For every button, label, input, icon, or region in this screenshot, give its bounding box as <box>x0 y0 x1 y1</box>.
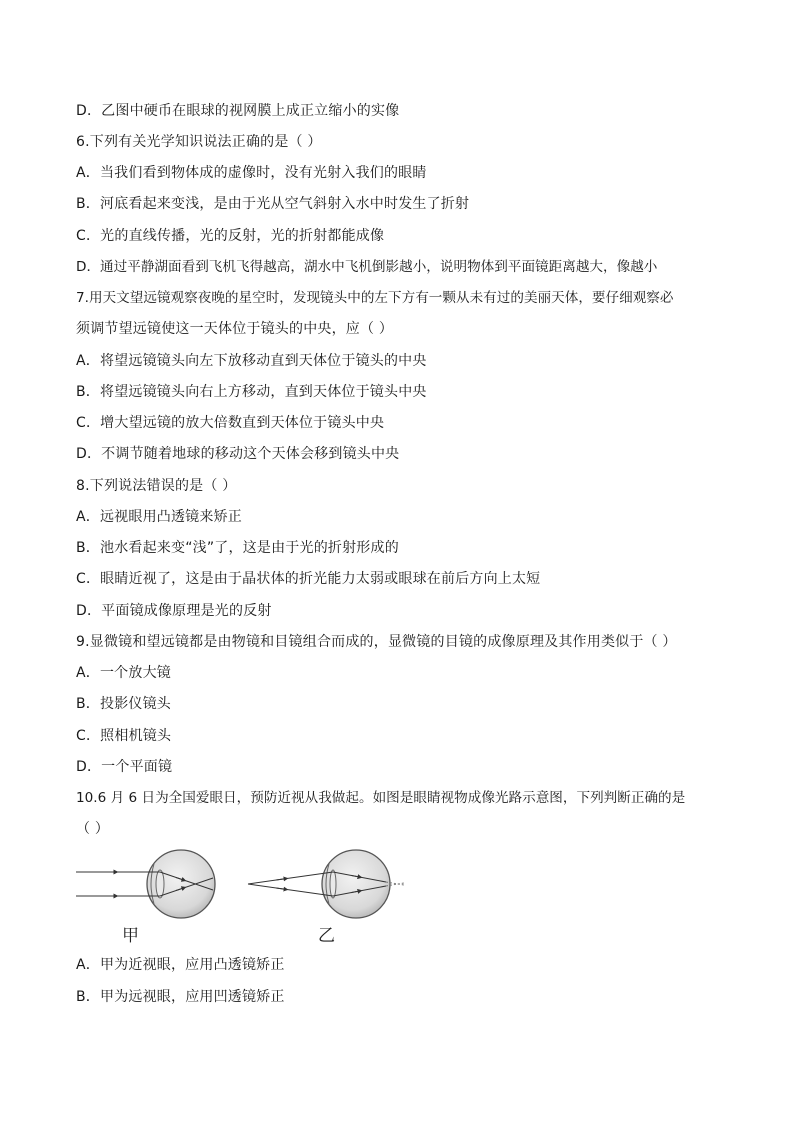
q8-option-a: A．远视眼用凸透镜来矫正 <box>76 509 242 525</box>
q5-option-d: D．乙图中硬币在眼球的视网膜上成正立缩小的实像 <box>76 103 400 119</box>
q7-option-b: B．将望远镜镜头向右上方移动，直到天体位于镜头中央 <box>76 384 427 400</box>
q7-stem-line2: 须调节望远镜使这一天体位于镜头的中央，应（ ） <box>76 321 394 337</box>
figure-label-right: 乙 <box>318 926 335 946</box>
q7-stem-line1: 7.用天文望远镜观察夜晚的星空时，发现镜头中的左下方有一颗从未有过的美丽天体，要仔细观察必 <box>76 290 674 306</box>
figure-label-left: 甲 <box>122 926 139 946</box>
q8-stem: 8.下列说法错误的是（ ） <box>76 478 237 494</box>
q10-stem-line2: （ ） <box>76 821 110 837</box>
eye-right <box>248 850 404 918</box>
eye-left <box>76 850 215 918</box>
eye-diagram-figure <box>76 846 416 946</box>
q9-stem: 9.显微镜和望远镜都是由物镜和目镜组合而成的，显微镜的目镜的成像原理及其作用类似于（ ） <box>76 634 677 650</box>
q7-option-c: C．增大望远镜的放大倍数直到天体位于镜头中央 <box>76 415 385 431</box>
q6-stem: 6.下列有关光学知识说法正确的是（ ） <box>76 134 322 150</box>
q10-option-b: B．甲为远视眼，应用凹透镜矫正 <box>76 989 285 1005</box>
q7-option-a: A．将望远镜镜头向左下放移动直到天体位于镜头的中央 <box>76 353 427 369</box>
q7-option-d: D．不调节随着地球的移动这个天体会移到镜头中央 <box>76 446 400 462</box>
q10-stem-line1: 10.6 月 6 日为全国爱眼日，预防近视从我做起。如图是眼睛视物成像光路示意图，下列判断正确的是 <box>76 790 686 806</box>
q8-option-b: B．池水看起来变“浅”了，这是由于光的折射形成的 <box>76 540 399 556</box>
q9-option-a: A．一个放大镜 <box>76 665 171 681</box>
q8-option-c: C．眼睛近视了，这是由于晶状体的折光能力太弱或眼球在前后方向上太短 <box>76 571 541 587</box>
q6-option-a: A．当我们看到物体成的虚像时，没有光射入我们的眼睛 <box>76 165 427 181</box>
q10-option-a: A．甲为近视眼，应用凸透镜矫正 <box>76 957 285 973</box>
q9-option-c: C．照相机镜头 <box>76 728 172 744</box>
q8-option-d: D．平面镜成像原理是光的反射 <box>76 603 272 619</box>
q6-option-c: C．光的直线传播，光的反射，光的折射都能成像 <box>76 228 385 244</box>
q6-option-d: D．通过平静湖面看到飞机飞得越高，湖水中飞机倒影越小，说明物体到平面镜距离越大，像越小 <box>76 259 658 275</box>
q9-option-b: B．投影仪镜头 <box>76 696 172 712</box>
q9-option-d: D．一个平面镜 <box>76 759 173 775</box>
q6-option-b: B．河底看起来变浅，是由于光从空气斜射入水中时发生了折射 <box>76 196 470 212</box>
